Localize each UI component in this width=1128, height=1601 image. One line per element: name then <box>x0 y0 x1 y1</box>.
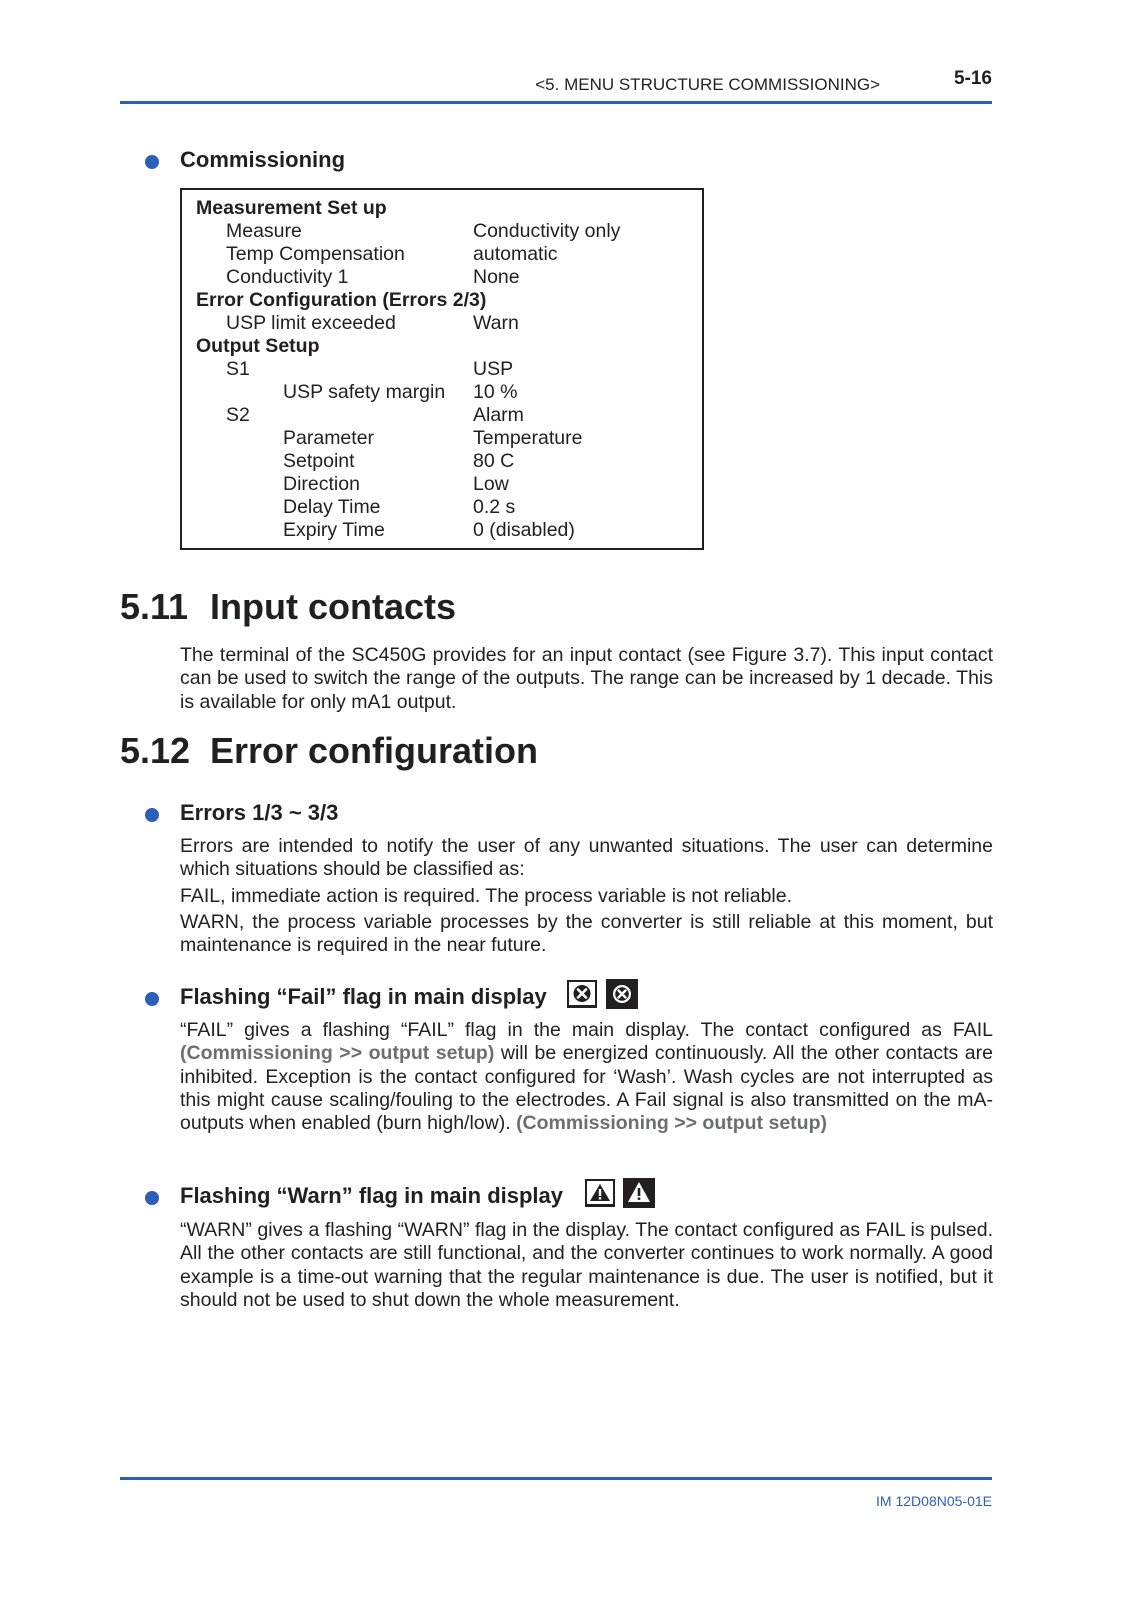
input-contacts-body: The terminal of the SC450G provides for an input contact (see Figure 3.7). This input contact can be used to switch the range of the outputs. The range can be increased by 1 decade. This is available for only mA1 output. <box>180 644 993 713</box>
settings-row-value: Temperature <box>473 427 583 449</box>
settings-row-value: 0 (disabled) <box>473 519 575 541</box>
settings-row-label: S1 <box>226 358 250 380</box>
warn-flag-outline-icon <box>585 1179 615 1207</box>
warn-flag-paragraph: “WARN” gives a flashing “WARN” flag in the display. The contact configured as FAIL is pulsed. All the other contacts are still functional, and the converter continues to work normally. A good example is a time-out warning that the regular maintenance is due. The user is notified, but it should not be used to shut down the whole measurement. <box>180 1219 993 1311</box>
settings-row-value: 0.2 s <box>473 496 516 518</box>
settings-row-label: Expiry Time <box>283 519 385 541</box>
settings-row-value: None <box>473 266 520 288</box>
fail-flag-heading: Flashing “Fail” flag in main display <box>180 984 547 1009</box>
settings-row-value: automatic <box>473 243 558 265</box>
settings-row-label: Temp Compensation <box>226 243 405 265</box>
settings-row-value: Conductivity only <box>473 220 621 242</box>
settings-row-value: 80 C <box>473 450 515 472</box>
settings-row-value: Low <box>473 473 509 495</box>
settings-row-label: Parameter <box>283 427 375 449</box>
fail-flag-outline-icon <box>567 980 597 1008</box>
bullet-icon <box>145 155 159 169</box>
fail-flag-paragraph <box>180 1019 993 1135</box>
settings-row-label: Measure <box>226 220 302 242</box>
footer-rule <box>120 1477 992 1480</box>
bullet-icon <box>145 1191 159 1205</box>
settings-row-value: 10 % <box>473 381 518 403</box>
page-number: 5-16 <box>953 68 992 89</box>
errors-paragraph: Errors are intended to notify the user of any unwanted situations. The user can determine which situations should be classified as: <box>180 835 993 881</box>
settings-row-label: USP safety margin <box>283 381 446 403</box>
running-header: <5. MENU STRUCTURE COMMISSIONING> <box>535 75 880 94</box>
settings-group-label: Error Configuration (Errors 2/3) <box>196 289 487 311</box>
section-title: Error configuration <box>210 730 539 771</box>
settings-row-value: Alarm <box>473 404 524 426</box>
warn-flag-heading: Flashing “Warn” flag in main display <box>180 1183 564 1208</box>
settings-row-label: USP limit exceeded <box>226 312 396 334</box>
section-5-12-heading <box>120 730 538 772</box>
commissioning-output-setup-link[interactable]: (Commissioning >> output setup) <box>516 1112 827 1135</box>
header-rule <box>120 101 992 104</box>
commissioning-settings-box <box>180 188 704 550</box>
section-title: Input contacts <box>210 586 457 627</box>
errors-heading: Errors 1/3 ~ 3/3 <box>180 800 339 825</box>
section-5-11-heading <box>120 586 456 628</box>
settings-row-value: Warn <box>473 312 519 334</box>
bullet-icon <box>145 808 159 822</box>
document-number: IM 12D08N05-01E <box>876 1493 992 1509</box>
fail-flag-solid-icon <box>606 979 638 1009</box>
bullet-icon <box>145 992 159 1006</box>
settings-group-label: Output Setup <box>196 335 320 357</box>
settings-row-label: S2 <box>226 404 250 426</box>
settings-row-value: USP <box>473 358 514 380</box>
settings-row-label: Direction <box>283 473 360 495</box>
settings-row-label: Conductivity 1 <box>226 266 349 288</box>
fail-text: will be energized continuously. All the other contacts are inhibited. Exception is the contact configured for ‘Wash’. Wash cycles are not interrupted as this might cause scaling/fouling to the electrodes. A Fail signal is also transmitted on the mA-outputs when enabled (burn high/low). <box>180 1042 993 1135</box>
section-number: 5.11 <box>120 586 189 627</box>
errors-paragraph: FAIL, immediate action is required. The process variable is not reliable. <box>180 885 793 907</box>
commissioning-output-setup-link[interactable]: (Commissioning >> output setup) <box>180 1042 495 1065</box>
commissioning-heading: Commissioning <box>180 147 346 172</box>
warn-flag-solid-icon <box>623 1178 655 1208</box>
settings-group-label: Measurement Set up <box>196 197 387 219</box>
fail-text: “FAIL” gives a flashing “FAIL” flag in the main display. The contact configured as FAIL <box>180 1019 993 1041</box>
settings-row-label: Setpoint <box>283 450 355 472</box>
errors-paragraph: WARN, the process variable processes by the converter is still reliable at this moment, but maintenance is required in the near future. <box>180 911 993 957</box>
section-number: 5.12 <box>120 730 191 771</box>
settings-row-label: Delay Time <box>283 496 381 518</box>
